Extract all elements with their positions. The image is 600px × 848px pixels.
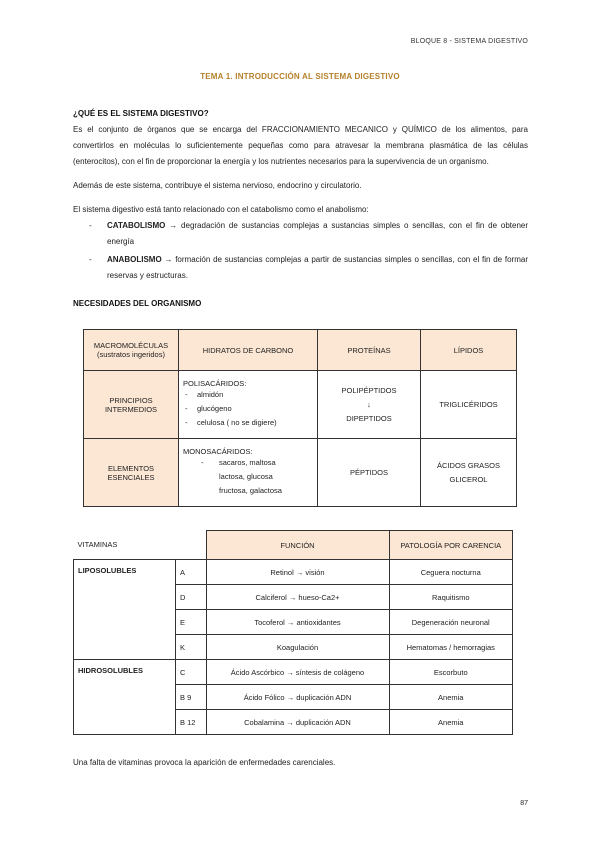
- table-row: HIDROSOLUBLES C Ácido Ascórbico → síntesis de colágeno Escorbuto: [74, 660, 513, 685]
- table-row: B 9 Ácido Fólico → duplicación ADN Anemia: [74, 685, 513, 710]
- metabolism-list: [73, 218, 528, 284]
- page-title: TEMA 1. INTRODUCCIÓN AL SISTEMA DIGESTIVO: [200, 72, 400, 81]
- table-row: LIPOSOLUBLES A Retinol → visión Ceguera nocturna: [74, 560, 513, 585]
- group-label: HIDROSOLUBLES: [74, 660, 176, 735]
- section-heading: ¿QUÉ ES EL SISTEMA DIGESTIVO?: [73, 109, 209, 118]
- table-cell: MONOSACÁRIDOS: - sacaros, maltosa lactosa, glucosa fructosa, galactosa: [179, 439, 318, 507]
- paragraph-contributors: Además de este sistema, contribuye el sistema nervioso, endocrino y circulatorio.: [73, 181, 362, 190]
- vitamins-label: VITAMINAS: [77, 540, 118, 550]
- page-number: 87: [520, 800, 528, 807]
- footer-note: Una falta de vitaminas provoca la aparición de enfermedades carenciales.: [73, 758, 336, 767]
- column-header: HIDRATOS DE CARBONO: [179, 330, 318, 371]
- table-cell: ÁCIDOS GRASOS GLICEROL: [421, 439, 517, 507]
- section-heading: NECESIDADES DEL ORGANISMO: [73, 299, 202, 308]
- intro-section: [73, 106, 528, 312]
- list-item: - ANABOLISMO → formación de sustancias complejas a partir de sustancias simples o sencillas, con el fin de formar reservas y estructuras.: [89, 255, 528, 280]
- table-cell: POLIPÉPTIDOS ↓ DIPEPTIDOS: [318, 371, 421, 439]
- column-header: LÍPIDOS: [421, 330, 517, 371]
- table-cell: POLISACÁRIDOS: - almidón - glucógeno - celulosa ( no se digiere): [179, 371, 318, 439]
- table-cell: PÉPTIDOS: [318, 439, 421, 507]
- group-label: LIPOSOLUBLES: [74, 560, 176, 660]
- list-item: - CATABOLISMO → degradación de sustancias complejas a sustancias simples o sencillas, con el fin de obtener energía: [89, 221, 528, 246]
- column-header: PROTEÍNAS: [318, 330, 421, 371]
- column-header: FUNCIÓN: [206, 531, 389, 560]
- vitamins-table: [73, 530, 513, 735]
- table-row: D Calciferol → hueso-Ca2+ Raquitismo: [74, 585, 513, 610]
- row-header: PRINCIPIOS INTERMEDIOS: [84, 371, 179, 439]
- running-header: BLOQUE 8 - SISTEMA DIGESTIVO: [410, 38, 528, 45]
- paragraph-metabolism: El sistema digestivo está tanto relacionado con el catabolismo como el anabolismo:: [73, 205, 369, 214]
- row-header: ELEMENTOS ESENCIALES: [84, 439, 179, 507]
- table-row: E Tocoferol → antioxidantes Degeneración neuronal: [74, 610, 513, 635]
- table-cell: TRIGLICÉRIDOS: [421, 371, 517, 439]
- table-corner-cell: MACROMOLÉCULAS (sustratos ingeridos): [84, 330, 179, 371]
- column-header: PATOLOGÍA POR CARENCIA: [389, 531, 513, 560]
- paragraph-definition: Es el conjunto de órganos que se encarga del FRACCIONAMIENTO MECANICO y QUÍMICO de los alimentos, para convertirlos en moléculas lo suficientemente pequeñas como para atravesar la membrana plasmática de las células (enterocitos), con el fin de proporcionar la energía y los nutrientes necesarios para la supervivencia de un organismo.: [73, 125, 528, 166]
- table-row: B 12 Cobalamina → duplicación ADN Anemia: [74, 710, 513, 735]
- needs-table: [83, 329, 517, 507]
- table-row: K Koagulación Hematomas / hemorragias: [74, 635, 513, 660]
